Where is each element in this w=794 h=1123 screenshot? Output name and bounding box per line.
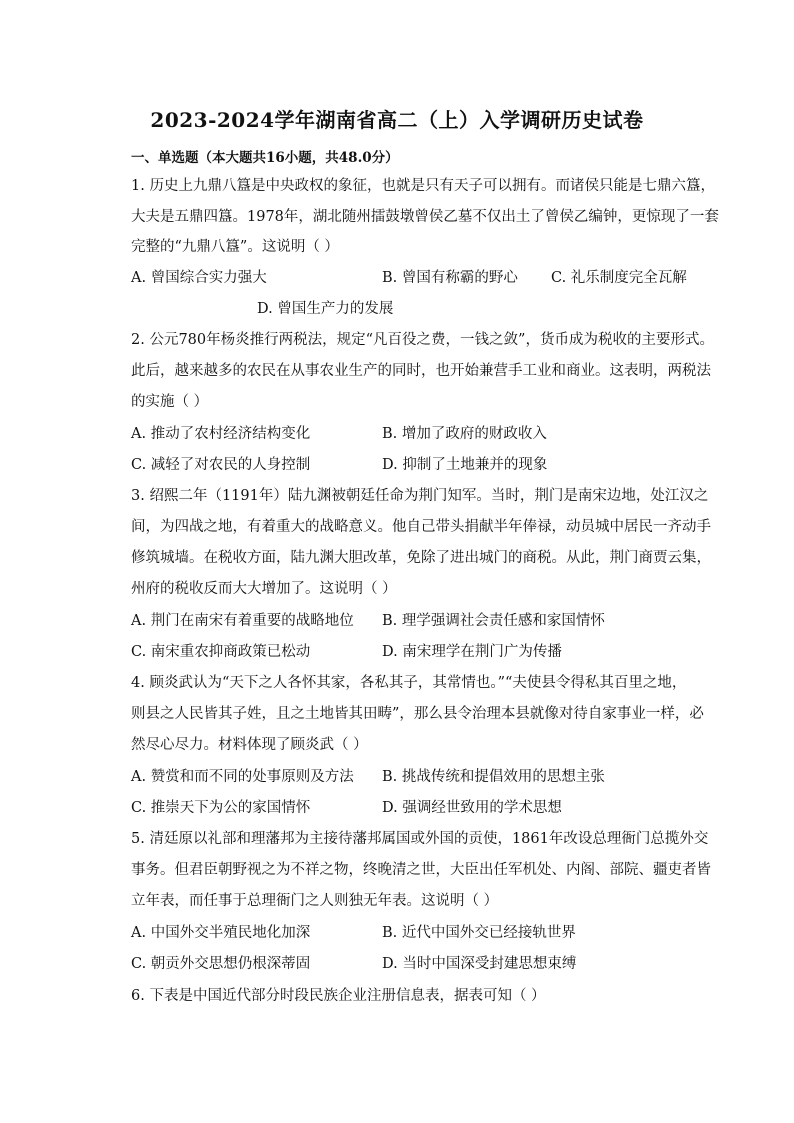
question-2-option-a: A. 推动了农村经济结构变化: [131, 426, 311, 442]
question-4-option-a: A. 赞赏和而不同的处事原则及方法: [131, 769, 354, 785]
question-3-line-3: 修筑城墙。在税收方面，陆九渊大胆改革，免除了进出城门的商税。从此，荆门商贾云集，: [131, 550, 711, 566]
question-2-option-d: D. 抑制了土地兼并的现象: [382, 457, 548, 473]
question-1-option-b: B. 曾国有称霸的野心: [382, 270, 518, 286]
question-4-line-2: 则县之人民皆其子姓，且之土地皆其田畴”，那么县令治理本县就像对待自家事业一样，必: [131, 706, 704, 722]
question-6-line-1: 6. 下表是中国近代部分时段民族企业注册信息表，据表可知（ ）: [131, 988, 546, 1004]
question-3-option-c: C. 南宋重农抑商政策已松动: [131, 644, 311, 660]
question-2-line-2: 此后，越来越多的农民在从事农业生产的同时，也开始兼营手工业和商业。这表明，两税法: [131, 363, 711, 379]
question-2-option-c: C. 减轻了对农民的人身控制: [131, 457, 311, 473]
question-3-option-b: B. 理学强调社会责任感和家国情怀: [382, 613, 605, 629]
question-5-option-c: C. 朝贡外交思想仍根深蒂固: [131, 956, 311, 972]
question-4-line-3: 然尽心尽力。材料体现了顾炎武（ ）: [131, 737, 368, 753]
question-5-line-1: 5. 清廷原以礼部和理藩邦为主接待藩邦属国或外国的贡使，1861年改设总理衙门总揽外交: [131, 831, 709, 847]
question-5-option-d: D. 当时中国深受封建思想束缚: [382, 956, 577, 972]
section-heading: 一、单选题（本大题共16小题，共48.0分）: [131, 150, 399, 166]
question-1-line-1: 1. 历史上九鼎八簋是中央政权的象征，也就是只有天子可以拥有。而诸侯只能是七鼎六簋，: [131, 178, 715, 194]
document-title: 2023-2024学年湖南省高二（上）入学调研历史试卷: [150, 108, 644, 132]
question-1-line-2: 大夫是五鼎四簋。1978年，湖北随州擂鼓墩曾侯乙墓不仅出土了曾侯乙编钟，更惊现了一套: [131, 209, 719, 225]
question-1-option-c: C. 礼乐制度完全瓦解: [551, 270, 687, 286]
question-2-option-b: B. 增加了政府的财政收入: [382, 426, 547, 442]
question-3-line-2: 间，为四战之地，有着重大的战略意义。他自己带头捐献半年俸禄，动员城中居民一齐动手: [131, 519, 711, 535]
question-2-line-1: 2. 公元780年杨炎推行两税法，规定“凡百役之费，一钱之敛”，货币成为税收的主要形式。: [131, 332, 714, 348]
question-5-line-3: 立年表，而任事于总理衙门之人则独无年表。这说明（ ）: [131, 893, 499, 909]
question-2-line-3: 的实施（ ）: [131, 394, 209, 410]
question-3-line-4: 州府的税收反而大大增加了。这说明（ ）: [131, 581, 397, 597]
question-5-option-a: A. 中国外交半殖民地化加深: [131, 925, 311, 941]
question-1-option-d: D. 曾国生产力的发展: [257, 301, 394, 317]
question-5-option-b: B. 近代中国外交已经接轨世界: [382, 925, 576, 941]
question-4-option-b: B. 挑战传统和提倡效用的思想主张: [382, 769, 605, 785]
question-4-option-d: D. 强调经世致用的学术思想: [382, 800, 562, 816]
question-1-line-3: 完整的“九鼎八簋”。这说明（ ）: [131, 239, 339, 255]
question-4-line-1: 4. 顾炎武认为“天下之人各怀其家，各私其子，其常情也。”“夫使县令得私其百里之地，: [131, 675, 687, 691]
question-4-option-c: C. 推崇天下为公的家国情怀: [131, 800, 311, 816]
question-3-option-a: A. 荆门在南宋有着重要的战略地位: [131, 613, 354, 629]
question-3-line-1: 3. 绍熙二年（1191年）陆九渊被朝廷任命为荆门知军。当时，荆门是南宋边地，处江汉之: [131, 488, 709, 504]
question-1-option-a: A. 曾国综合实力强大: [131, 270, 267, 286]
question-5-line-2: 事务。但君臣朝野视之为不祥之物，终晚清之世，大臣出任军机处、内阁、部院、疆吏者皆: [131, 862, 711, 878]
question-3-option-d: D. 南宋理学在荆门广为传播: [382, 644, 562, 660]
